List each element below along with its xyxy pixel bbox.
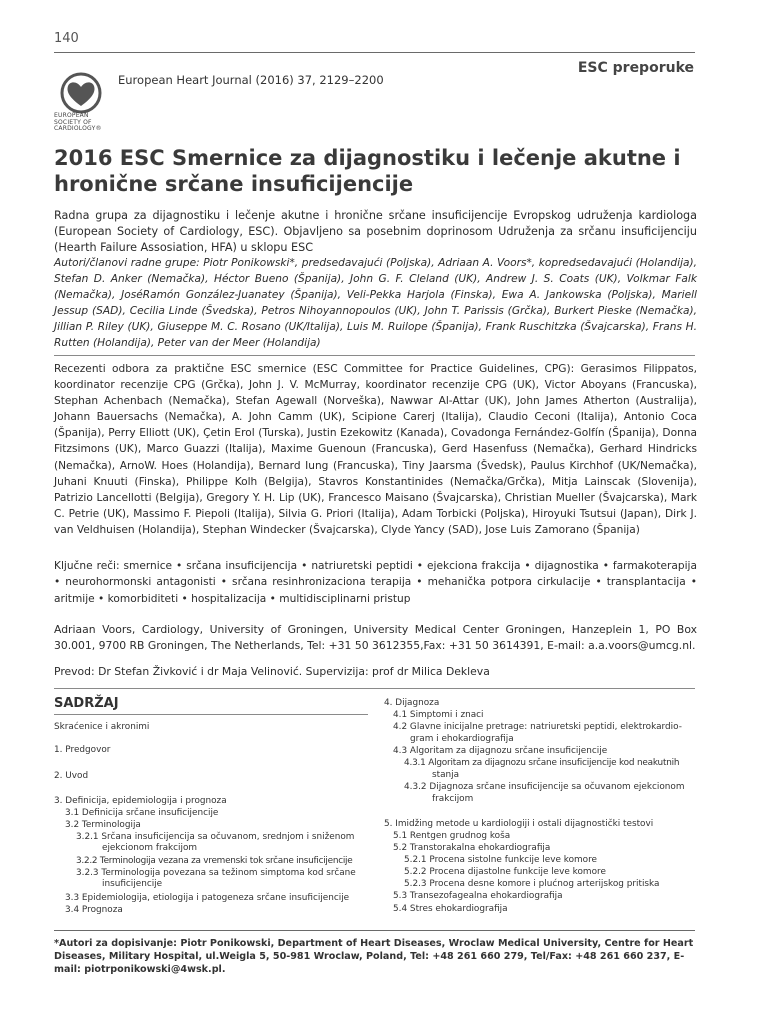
footnote-rule (54, 930, 695, 931)
toc-item[interactable]: 3.2.1 Srčana insuficijencija sa očuvanom, srednjom i sniženom (76, 832, 355, 842)
toc-item[interactable]: 4. Dijagnoza (384, 698, 440, 708)
corresponding-author-footnote: *Autori za dopisivanje: Piotr Ponikowski, Department of Heart Diseases, Wroclaw Medical University, Centre for Heart Diseases, Military Hospital, ul.Weigla 5, 50-981 Wroclaw, Poland, Tel: +48 261 660 279, Tel/Fax: +48 261 660 237, E-mail: piotrponikowski@4wsk.pl. (54, 938, 694, 975)
toc-item[interactable]: 5.3 Transezofagealna ehokardiografija (393, 891, 563, 901)
toc-item-continued: gram i ehokardiografija (410, 734, 514, 744)
toc-item[interactable]: 4.3.1 Algoritam za dijagnozu srčane insuficijencije kod neakutnih (404, 758, 680, 768)
toc-item[interactable]: 5.4 Stres ehokardiografija (393, 904, 508, 914)
page-number: 140 (54, 31, 79, 46)
logo-line: CARDIOLOGY® (54, 125, 102, 132)
logo-line: EUROPEAN (54, 112, 89, 119)
section-label: ESC preporuke (577, 60, 694, 76)
toc-item[interactable]: 3.2.2 Terminologija vezana za vremenski tok srčane insuficijencije (76, 856, 353, 866)
author-list: Autori/članovi radne grupe: Piotr Ponikowski*, predsedavajući (Poljska), Adriaan A. Voors*, kopredsedavajući (Holandija), Stefan D. Anker (Nemačka), Héctor Bueno (Španija), John G. F. Cleland (UK), Andrew J. S. Coats (UK), Volkmar Falk (Nemačka), JoséRamón González-Juanatey (Španija), Veli-Pekka Harjola (Finska), Ewa A. Jankowska (Poljska), Mariell Jessup (SAD), Cecilia Linde (Švedska), Petros Nihoyannopoulos (UK), John T. Parissis (Grčka), Burkert Pieske (Nemačka), Jillian P. Riley (UK), Giuseppe M. C. Rosano (UK/Italija), Luis M. Ruilope (Španija), Frank Ruschitzka (Švajcarska), Frans H. Rutten (Holandija), Peter van der Meer (Holandija) (54, 257, 697, 349)
toc-item[interactable]: 5.2.1 Procena sistolne funkcije leve komore (404, 855, 598, 865)
toc-item-continued: frakcijom (432, 794, 474, 804)
journal-reference: European Heart Journal (2016) 37, 2129–2200 (118, 73, 384, 87)
toc-item[interactable]: 3.2.3 Terminologija povezana sa težinom simptoma kod srčane (76, 868, 356, 878)
toc-item[interactable]: 2. Uvod (54, 771, 89, 781)
reviewer-list: Recezenti odbora za praktične ESC smernice (ESC Committee for Practice Guidelines, CPG): Gerasimos Filippatos, koordinator recenzije CPG (Grčka), John J. V. McMurray, koordinator recenzije CPG (UK), Victor Aboyans (Francuska), Stephan Achenbach (Nemačka), Stefan Agewall (Norveška), Nawwar Al-Attar (UK), John James Atherton (Australija), Johann Bauersachs (Nemačka), A. John Camm (UK), Scipione Carerj (Italija), Claudio Ceconi (Italija), Antonio Coca (Španija), Perry Elliott (UK), Çetin Erol (Turska), Justin Ezekowitz (Kanada), Covadonga Fernández-Golfín (Španija), Donna Fitzsimons (UK), Marco Guazzi (Italija), Maxime Guenoun (Francuska), Gerd Hasenfuss (Nemačka), Gerhard Hindricks (Nemačka), ArnoW. Hoes (Holandija), Bernard Iung (Francuska), Tiny Jaarsma (Švedsk), Paulus Kirchhof (UK/Nemačka), Juhani Knuuti (Finska), Philippe Kolh (Belgija), Stavros Konstantinides (Nemačka/Grčka), Mitja Lainscak (Slovenija), Patrizio Lancellotti (Belgija), Gregory Y. H. Lip (UK), Francesco Maisano (Švajcarska), Christian Mueller (Švajcarska), Mark C. Petrie (UK), Massimo F. Piepoli (Italija), Silvia G. Priori (Italija), Adam Torbicki (Poljska), Hiroyuki Tsutsui (Japan), Dirk J. van Veldhuisen (Holandija), Stephan Windecker (Švajcarska), Clyde Yancy (SAD), Jose Luis Zamorano (Španija) (54, 363, 697, 536)
toc-item[interactable]: 4.3.2 Dijagnoza srčane insuficijencije sa očuvanom ejekcionom (404, 782, 685, 792)
keywords: Ključne reči: smernice • srčana insuficijencija • natriuretski peptidi • ejekciona frakcija • dijagnostika • farmakoterapija • neurohormonski antagonisti • srčana resinhronizaciona terapija • mehanička potpora cirkulacije • transplantacija • aritmije • komorbiditeti • hospitalizacija • multidisciplinarni pristup (54, 560, 697, 605)
toc-heading: SADRŽAJ (54, 696, 119, 711)
toc-right-column (384, 0, 704, 1024)
toc-item[interactable]: 4.2 Glavne inicijalne pretrage: natriuretski peptidi, elektrokardio- (393, 722, 682, 732)
toc-item[interactable]: 5.2.2 Procena dijastolne funkcije leve komore (404, 867, 606, 877)
paper-title: 2016 ESC Smernice za dijagnostiku i lečenje akutne i hronične srčane insuficijencije (54, 146, 681, 196)
toc-item[interactable]: 5.2 Transtorakalna ehokardiografija (393, 843, 551, 853)
toc-item[interactable]: 3.3 Epidemiologija, etiologija i patogeneza srčane insuficijencije (65, 893, 350, 903)
task-force-description: Radna grupa za dijagnostiku i lečenje akutne i hronične srčane insuficijencije Evropskog udruženja kardiologa (European Society of Cardiology, ESC). Objavljeno sa posebnim doprinosom Udruženja za srčanu insuficijenciju (Hearth Failure Assosiation, HFA) u sklopu ESC (54, 209, 697, 254)
toc-item[interactable]: 5.2.3 Procena desne komore i plućnog arterijskog pritiska (404, 879, 660, 889)
toc-item[interactable]: 4.3 Algoritam za dijagnozu srčane insuficijencije (393, 746, 608, 756)
toc-item[interactable]: 1. Predgovor (54, 745, 111, 755)
translation-credit: Prevod: Dr Stefan Živković i dr Maja Velinović. Supervizija: prof dr Milica Dekleva (54, 665, 490, 678)
toc-left-column (54, 0, 374, 1024)
toc-item[interactable]: 3.4 Prognoza (65, 905, 123, 915)
toc-item[interactable]: 3.2 Terminologija (65, 820, 141, 830)
toc-item-continued: ejekcionom frakcijom (102, 843, 198, 853)
toc-item[interactable]: 4.1 Simptomi i znaci (393, 710, 484, 720)
toc-item[interactable]: 3.1 Definicija srčane insuficijencije (65, 808, 219, 818)
toc-item[interactable]: 3. Definicija, epidemiologija i prognoza (54, 796, 227, 806)
logo-line: SOCIETY OF (54, 118, 92, 126)
toc-item-continued: stanja (432, 770, 460, 780)
toc-item[interactable]: Skraćenice i akronimi (54, 722, 150, 732)
toc-item[interactable]: 5. Imidžing metode u kardiologiji i ostali dijagnostički testovi (384, 819, 654, 829)
toc-item-continued: insuficijencije (102, 879, 163, 889)
correspondence-address: Adriaan Voors, Cardiology, University of Groningen, University Medical Center Groningen, Hanzeplein 1, PO Box 30.001, 9700 RB Groningen, The Netherlands, Tel: +31 50 3612355,Fax: +31 50 3614391, E-mail: a.a.voors@umcg.nl. (54, 623, 697, 653)
toc-item[interactable]: 5.1 Rentgen grudnog koša (393, 831, 511, 841)
